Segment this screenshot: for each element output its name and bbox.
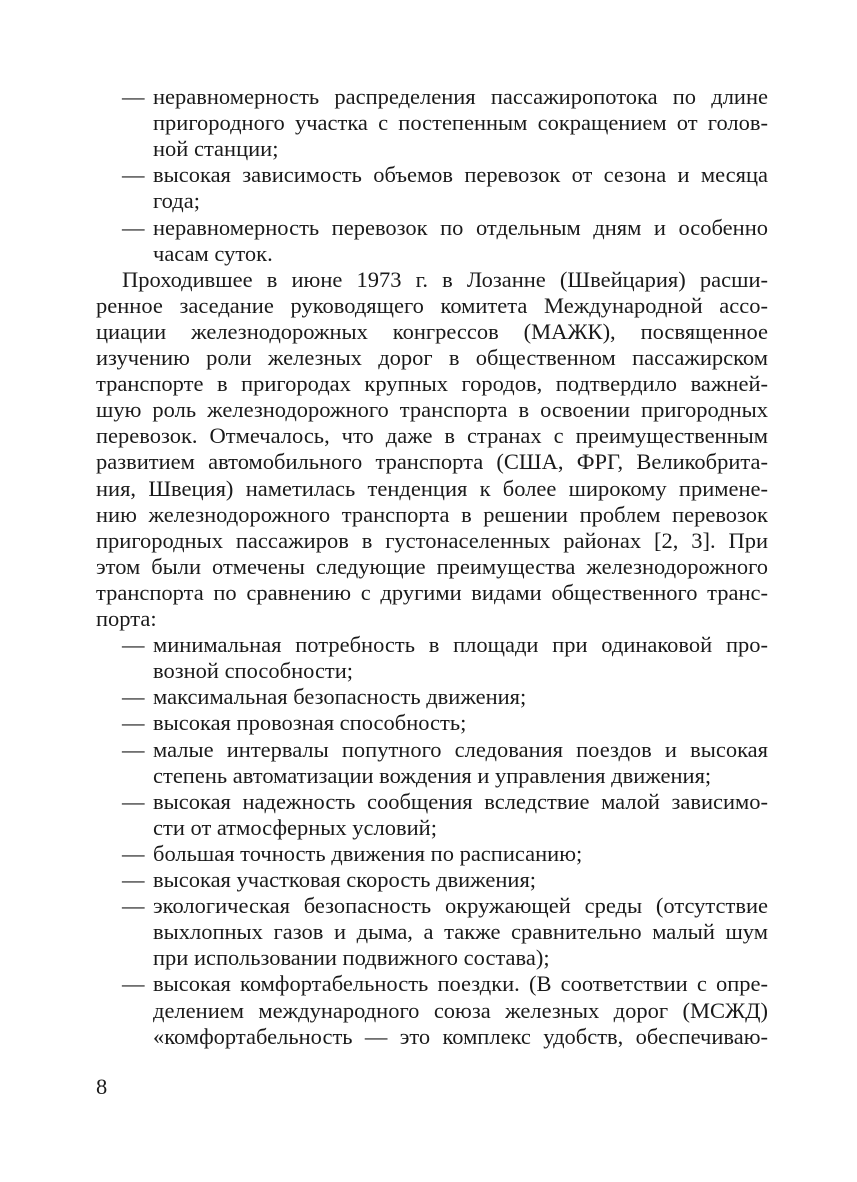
list-bullet-dash: — <box>122 971 145 997</box>
paragraph-line: ренное заседание руководящего комитета Международной ассо- <box>96 292 768 318</box>
list-item-line: года; <box>153 188 200 214</box>
list-item-line: при использовании подвижного состава); <box>153 945 550 971</box>
list-item-line: степень автоматизации вождения и управления движения; <box>153 762 712 788</box>
list-bullet-dash: — <box>122 632 145 658</box>
list-item-line: ной станции; <box>153 136 279 162</box>
list-item-line: высокая надежность сообщения вследствие малой зависимо- <box>153 788 768 814</box>
list-item-line: экологическая безопасность окружающей среды (отсутствие <box>153 893 768 919</box>
list-bullet-dash: — <box>122 867 145 892</box>
list-item-line: высокая провозная способность; <box>153 710 467 736</box>
list-item-line: «комфортабельность — это комплекс удобств, обеспечиваю- <box>153 1023 768 1049</box>
list-item-line: малые интервалы попутного следования поездов и высокая <box>153 736 768 762</box>
paragraph-line: пригородных пассажиров в густонаселенных районах [2, 3]. При <box>96 527 768 553</box>
list-item-line: минимальная потребность в площади при одинаковой про- <box>153 632 768 658</box>
page-number: 8 <box>96 1074 108 1099</box>
list-bullet-dash: — <box>122 736 145 762</box>
list-bullet-dash: — <box>122 84 145 109</box>
list-item-line: выхлопных газов и дыма, а также сравнительно малый шум <box>153 919 768 945</box>
paragraph-line: транспорте в пригородах крупных городов, подтвердило важней- <box>96 371 768 397</box>
list-bullet-dash: — <box>122 788 145 814</box>
paragraph-line: изучению роли железных дорог в общественном пассажирском <box>96 345 768 370</box>
paragraph-line: порта: <box>96 606 157 631</box>
list-item-line: высокая участковая скорость движения; <box>153 867 537 892</box>
list-item-line: неравномерность распределения пассажиропотока по длине <box>153 84 768 109</box>
paragraph-line: циации железнодорожных конгрессов (МАЖК), посвященное <box>96 318 768 344</box>
paragraph-line: перевозок. Отмечалось, что даже в странах с преимущественным <box>96 423 768 449</box>
list-item-line: возной способности; <box>153 658 354 684</box>
list-item-line: максимальная безопасность движения; <box>153 684 527 710</box>
paragraph-line: шую роль железнодорожного транспорта в освоении пригородных <box>96 397 768 423</box>
list-bullet-dash: — <box>122 893 145 919</box>
list-item-line: сти от атмосферных условий; <box>153 814 437 840</box>
paragraph-line: этом были отмечены следующие преимущества железнодорожного <box>96 553 768 579</box>
list-bullet-dash: — <box>122 710 145 736</box>
paragraph-line: развитием автомобильного транспорта (США, ФРГ, Великобрита- <box>96 449 768 475</box>
list-bullet-dash: — <box>122 684 145 710</box>
list-item-line: пригородного участка с постепенным сокращением от голов- <box>153 110 768 136</box>
list-bullet-dash: — <box>122 162 145 188</box>
list-item-line: часам суток. <box>153 240 273 266</box>
paragraph-line: Проходившее в июне 1973 г. в Лозанне (Швейцария) расши- <box>122 266 768 292</box>
list-item-line: высокая комфортабельность поездки. (В соответствии с опре- <box>153 971 768 997</box>
list-item-line: неравномерность перевозок по отдельным дням и особенно <box>153 214 768 240</box>
paragraph-line: нию железнодорожного транспорта в решении проблем перевозок <box>96 501 768 527</box>
paragraph-line: транспорта по сравнению с другими видами общественного транс- <box>96 579 768 605</box>
list-bullet-dash: — <box>122 214 145 240</box>
list-item-line: делением международного союза железных дорог (МСЖД) <box>153 997 768 1023</box>
list-bullet-dash: — <box>122 840 145 866</box>
paragraph-line: ния, Швеция) наметилась тенденция к более широкому примене- <box>96 475 768 501</box>
list-item-line: высокая зависимость объемов перевозок от сезона и месяца <box>153 162 768 188</box>
list-item-line: большая точность движения по расписанию; <box>153 840 583 866</box>
